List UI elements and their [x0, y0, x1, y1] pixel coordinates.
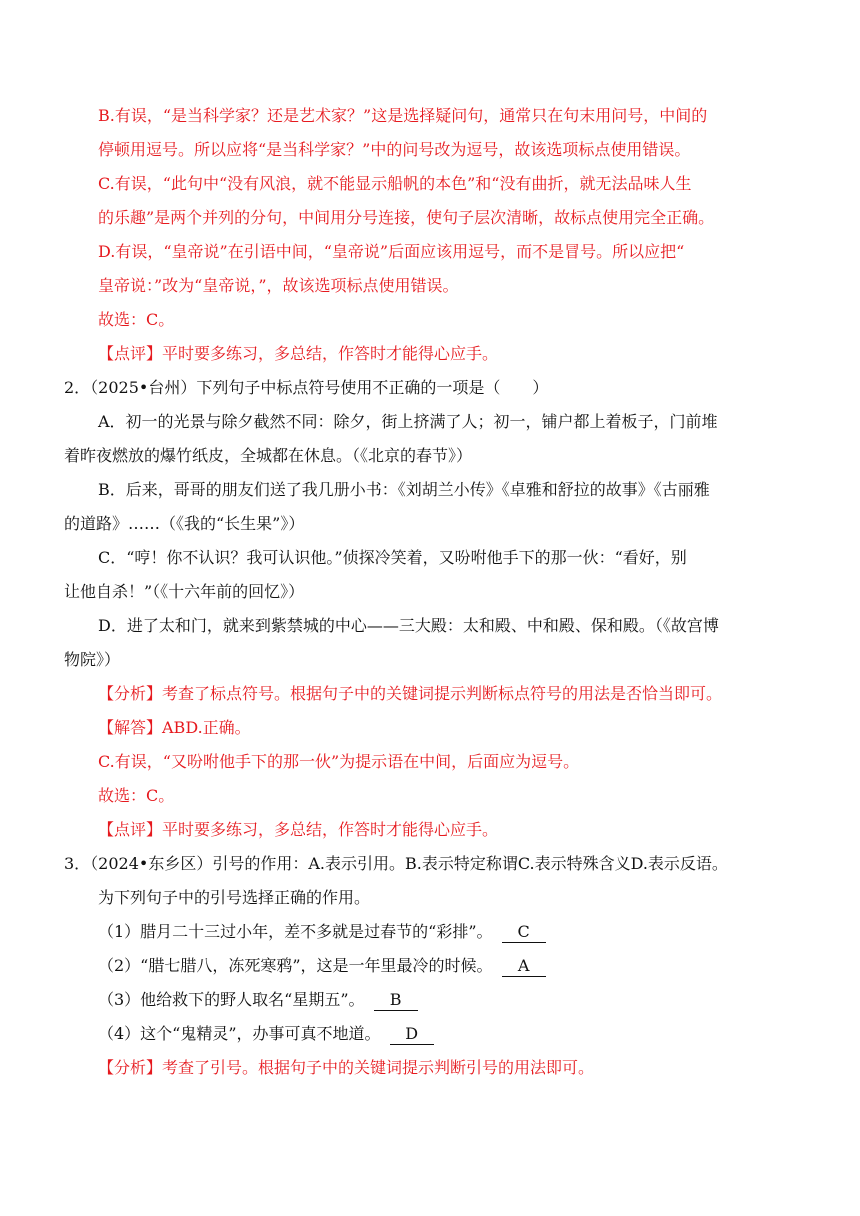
answer-choice-q1: 故选：C。 [98, 310, 175, 329]
question-2-stem: 2．（2025•台州）下列句子中标点符号使用不正确的一项是（ ） [64, 378, 549, 397]
item-3-answer-blank: B [374, 990, 418, 1011]
question-3-item-1 [98, 921, 546, 943]
question-3-item-3 [98, 989, 418, 1011]
answer-choice-q2: 故选：C。 [98, 786, 175, 805]
solution-q2: 【解答】ABD.正确。 [98, 718, 251, 737]
comment-q1: 【点评】平时要多练习，多总结，作答时才能得心应手。 [98, 344, 499, 363]
item-4-answer-blank: D [390, 1024, 434, 1045]
question-2-option-c-line2: 让他自杀！”（《十六年前的回忆》） [64, 582, 305, 601]
analysis-q2: 【分析】考查了标点符号。根据句子中的关键词提示判断标点符号的用法是否恰当即可。 [98, 684, 723, 703]
question-2-option-d-line2: 物院》） [64, 650, 121, 669]
question-3-stem: 3．（2024•东乡区）引号的作用：A.表示引用。B.表示特定称谓C.表示特殊含义D.表示反语。 [64, 854, 728, 873]
item-1-answer-blank: C [502, 922, 546, 943]
item-3-text: （3）他给救下的野人取名“星期五”。 [98, 990, 365, 1009]
question-3-instruction: 为下列句子中的引号选择正确的作用。 [98, 888, 371, 907]
explanation-d-line2: 皇帝说：”改为“皇帝说，”，故该选项标点使用错误。 [98, 276, 459, 295]
item-4-text: （4）这个“鬼精灵”，办事可真不地道。 [98, 1024, 381, 1043]
comment-q2: 【点评】平时要多练习，多总结，作答时才能得心应手。 [98, 820, 499, 839]
item-2-answer-blank: A [502, 956, 546, 977]
solution-q2-c: C.有误，“又吩咐他手下的那一伙”为提示语在中间，后面应为逗号。 [98, 752, 580, 771]
question-2-option-c-line1: C．“哼！你不认识？我可认识他。”侦探冷笑着，又吩咐他手下的那一伙：“看好，别 [98, 548, 687, 567]
question-3-item-4 [98, 1023, 434, 1045]
question-2-option-b-line1: B．后来，哥哥的朋友们送了我几册小书：《刘胡兰小传》《卓雅和舒拉的故事》《古丽雅 [98, 480, 710, 499]
explanation-c-line1: C.有误，“此句中“没有风浪，就不能显示船帆的本色”和“没有曲折，就无法品味人生 [98, 174, 692, 193]
question-3-item-2 [98, 955, 546, 977]
explanation-b-line1: B.有误，“是当科学家？还是艺术家？”这是选择疑问句，通常只在句末用问号，中间的 [98, 106, 708, 125]
explanation-b-line2: 停顿用逗号。所以应将“是当科学家？”中的问号改为逗号，故该选项标点使用错误。 [98, 140, 691, 159]
item-1-text: （1）腊月二十三过小年，差不多就是过春节的“彩排”。 [98, 922, 493, 941]
question-2-option-a-line1: A．初一的光景与除夕截然不同：除夕，街上挤满了人；初一，铺户都上着板子，门前堆 [98, 412, 718, 431]
question-2-option-d-line1: D．进了太和门，就来到紫禁城的中心——三大殿：太和殿、中和殿、保和殿。（《故宫博 [98, 616, 719, 635]
explanation-c-line2: 的乐趣”是两个并列的分句，中间用分号连接，使句子层次清晰，故标点使用完全正确。 [98, 208, 715, 227]
question-2-option-b-line2: 的道路》……（《我的“长生果”》） [64, 514, 305, 533]
explanation-d-line1: D.有误，“皇帝说”在引语中间，“皇帝说”后面应该用逗号，而不是冒号。所以应把“ [98, 242, 685, 261]
analysis-q3: 【分析】考查了引号。根据句子中的关键词提示判断引号的用法即可。 [98, 1058, 595, 1077]
question-2-option-a-line2: 着昨夜燃放的爆竹纸皮，全城都在休息。（《北京的春节》） [64, 446, 473, 465]
item-2-text: （2）“腊七腊八，冻死寒鸦”，这是一年里最冷的时候。 [98, 956, 493, 975]
